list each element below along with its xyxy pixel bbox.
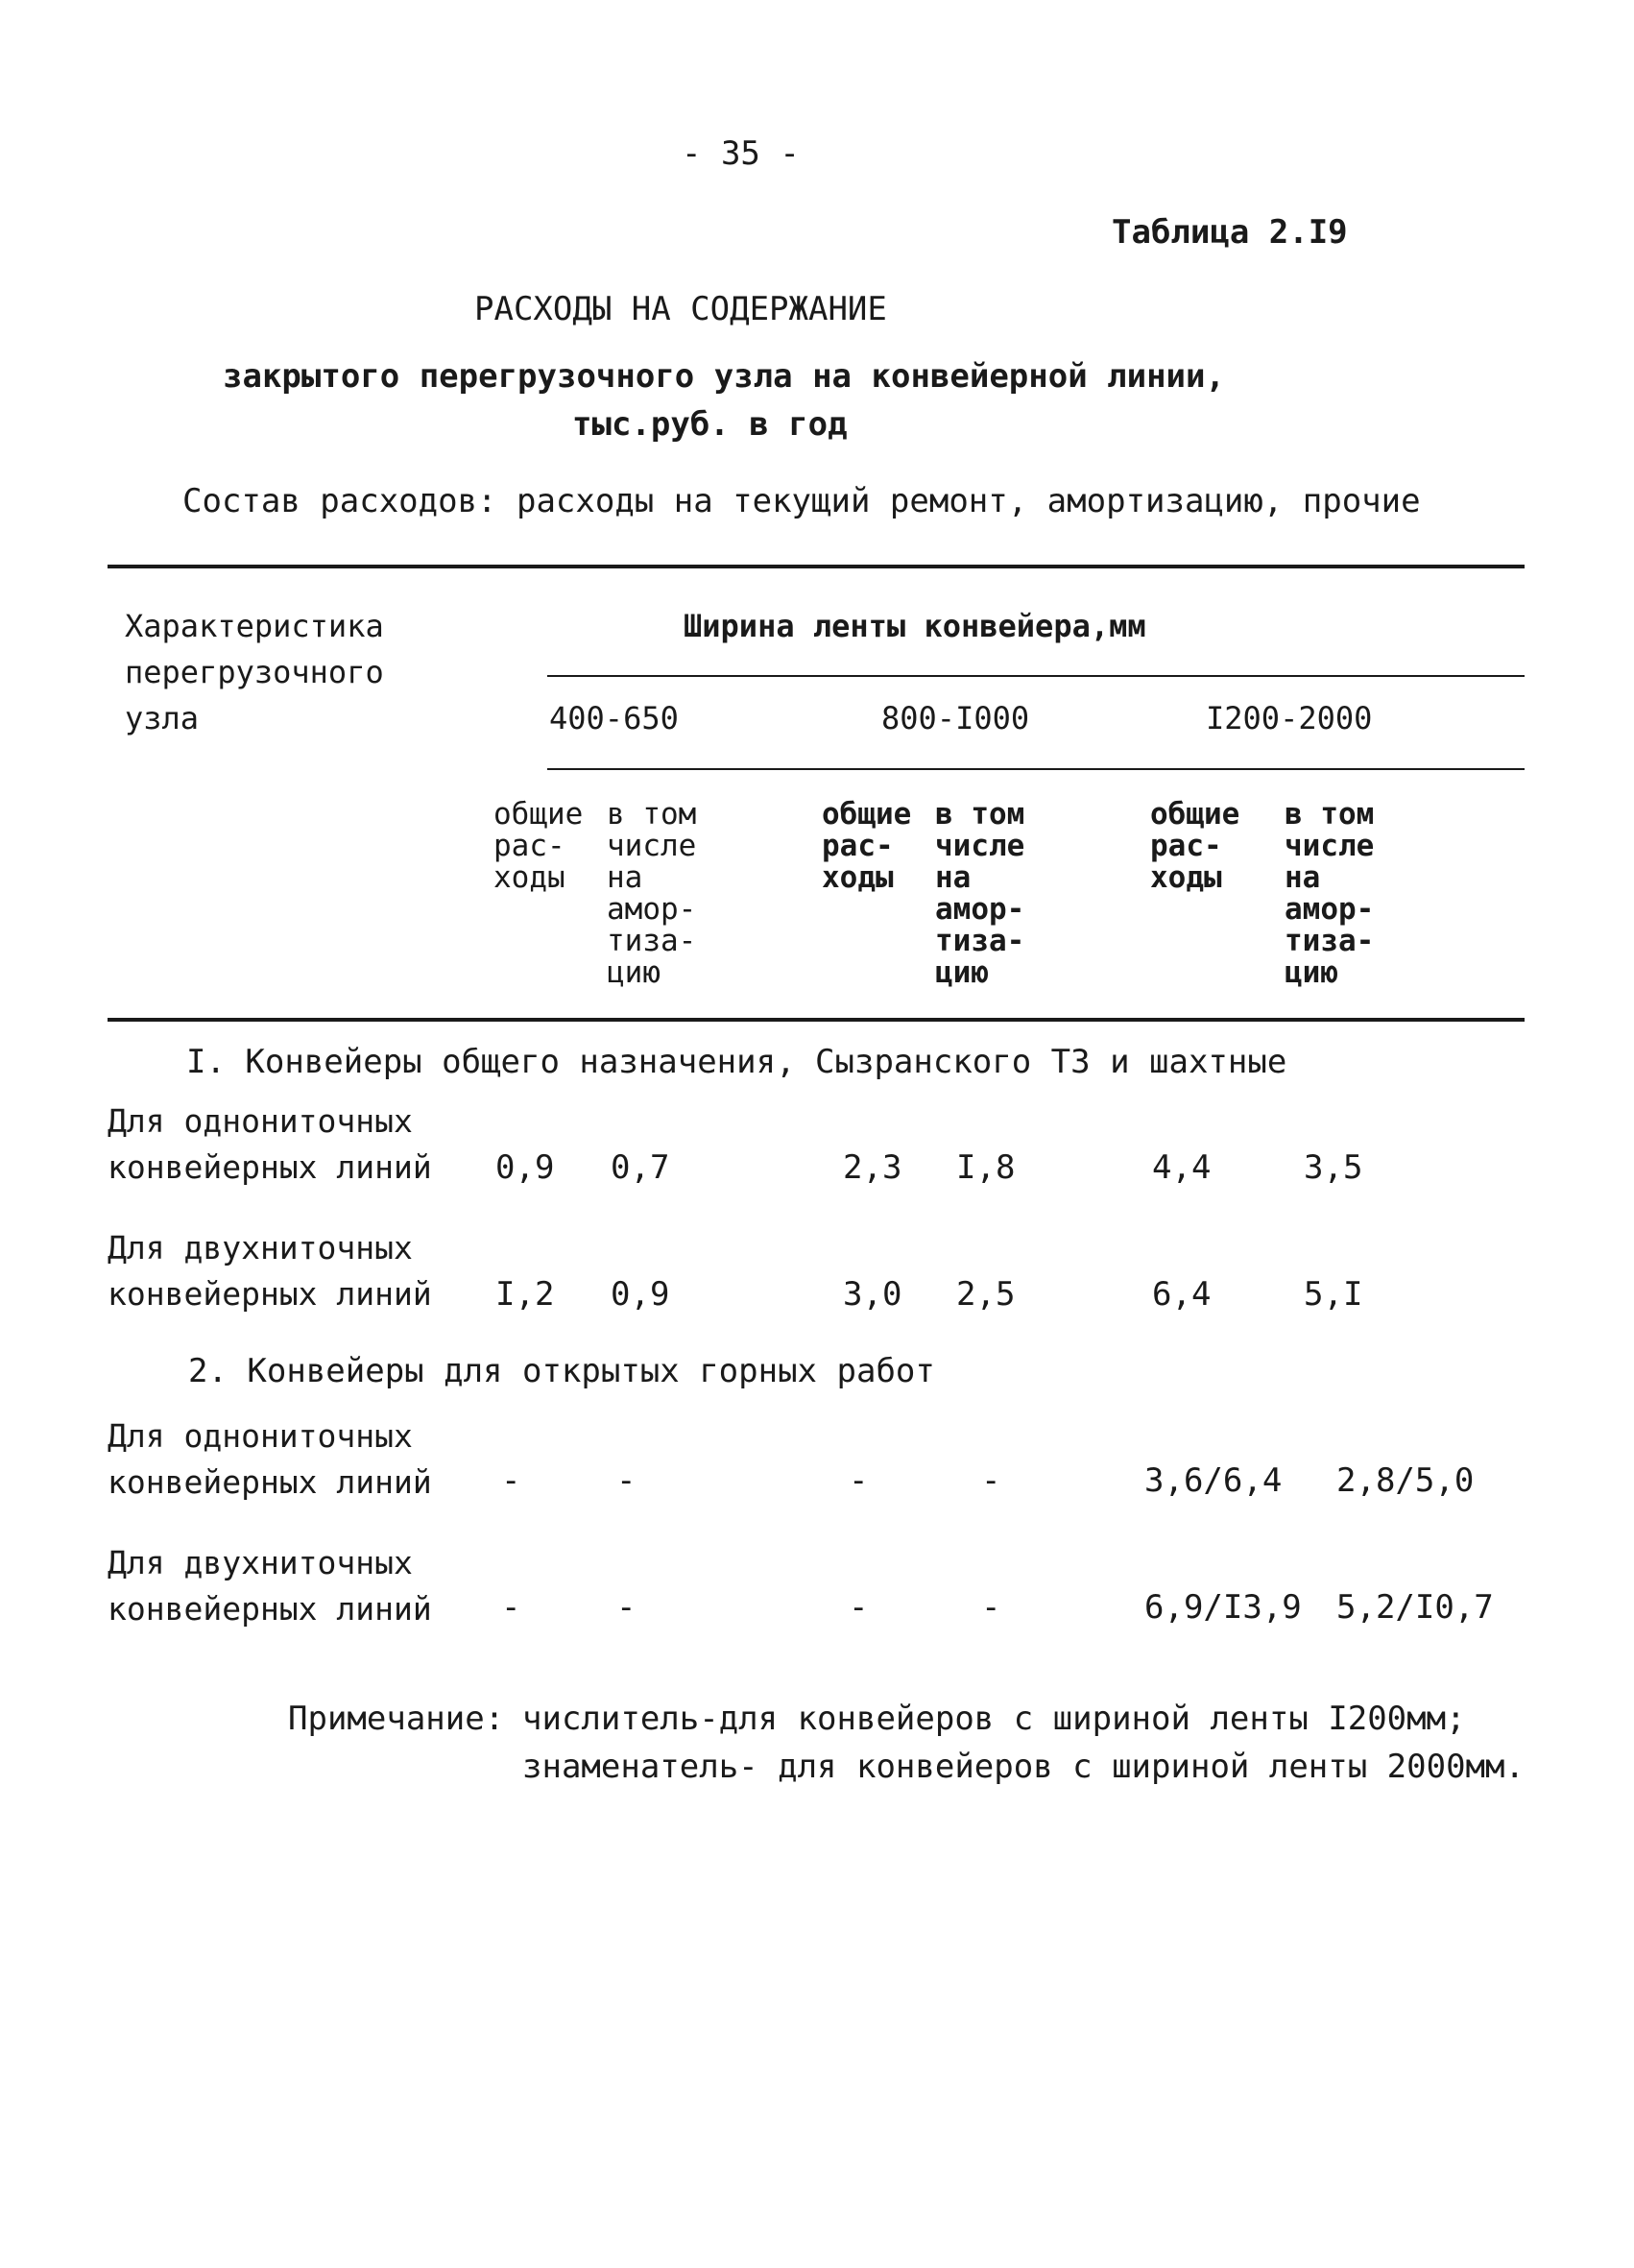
subheader-amort-1: в том числе на амор- тиза- цию xyxy=(607,797,697,990)
section-1-row-2-label-1: Для двухниточных xyxy=(108,1229,413,1267)
row-header-line-1: Характеристика xyxy=(125,608,384,644)
s1-r2-v4: 2,5 xyxy=(956,1275,1016,1314)
s2-r2-v6: 5,2/I0,7 xyxy=(1336,1588,1494,1627)
section-2-row-1-label-2: конвейерных линий xyxy=(108,1463,432,1501)
s2-r1-v2: - xyxy=(616,1461,637,1500)
s1-r1-v1: 0,9 xyxy=(495,1148,555,1187)
s2-r2-v5: 6,9/I3,9 xyxy=(1144,1588,1302,1627)
section-2-row-2-label-2: конвейерных линий xyxy=(108,1590,432,1628)
width-1200-2000: I200-2000 xyxy=(1206,700,1373,736)
s2-r1-v4: - xyxy=(981,1461,1001,1500)
s2-r1-v3: - xyxy=(849,1461,869,1500)
subheader-total-2: общие рас- ходы xyxy=(822,797,912,895)
s1-r2-v6: 5,I xyxy=(1304,1275,1363,1314)
section-1-row-1-label-2: конвейерных линий xyxy=(108,1148,432,1186)
subheader-total-3: общие рас- ходы xyxy=(1150,797,1240,895)
s2-r1-v1: - xyxy=(501,1461,521,1500)
subheader-amort-3: в том числе на амор- тиза- цию xyxy=(1285,797,1375,990)
section-1-row-1-label-1: Для однониточных xyxy=(108,1102,413,1140)
s1-r1-v5: 4,4 xyxy=(1152,1148,1212,1187)
s1-r1-v4: I,8 xyxy=(956,1148,1016,1187)
width-400-650: 400-650 xyxy=(549,700,679,736)
width-rule xyxy=(547,768,1525,770)
s2-r2-v3: - xyxy=(849,1588,869,1627)
width-800-1000: 800-I000 xyxy=(881,700,1030,736)
s2-r2-v1: - xyxy=(501,1588,521,1627)
title-line-2: закрытого перегрузочного узла на конвейерной линии, xyxy=(223,357,1225,396)
note-line-1: числитель-для конвейеров с шириной ленты I200мм; xyxy=(522,1700,1466,1738)
s1-r1-v3: 2,3 xyxy=(843,1148,902,1187)
note-line-2: знаменатель- для конвейеров с шириной ленты 2000мм. xyxy=(522,1748,1525,1786)
section-2-row-1-label-1: Для однониточных xyxy=(108,1417,413,1455)
s1-r1-v2: 0,7 xyxy=(611,1148,670,1187)
table-label: Таблица 2.I9 xyxy=(1112,213,1348,252)
belt-width-header: Ширина ленты конвейера,мм xyxy=(684,608,1146,644)
row-header-line-2: перегрузочного xyxy=(125,654,384,690)
row-header-line-3: узла xyxy=(125,700,200,736)
section-1-row-2-label-2: конвейерных линий xyxy=(108,1275,432,1313)
s1-r1-v6: 3,5 xyxy=(1304,1148,1363,1187)
table-top-rule xyxy=(108,565,1525,568)
composition-note: Состав расходов: расходы на текущий ремонт, амортизацию, прочие xyxy=(182,482,1421,520)
subheader-amort-2: в том числе на амор- тиза- цию xyxy=(935,797,1025,990)
s2-r2-v2: - xyxy=(616,1588,637,1627)
s2-r1-v6: 2,8/5,0 xyxy=(1336,1461,1475,1500)
page-number: - 35 - xyxy=(682,134,800,173)
s2-r2-v4: - xyxy=(981,1588,1001,1627)
s1-r2-v1: I,2 xyxy=(495,1275,555,1314)
s1-r2-v5: 6,4 xyxy=(1152,1275,1212,1314)
section-2-title: 2. Конвейеры для открытых горных работ xyxy=(188,1352,935,1390)
section-2-row-2-label-1: Для двухниточных xyxy=(108,1544,413,1581)
s1-r2-v3: 3,0 xyxy=(843,1275,902,1314)
title-line-3: тыс.руб. в год xyxy=(572,405,848,444)
s2-r1-v5: 3,6/6,4 xyxy=(1144,1461,1283,1500)
group-rule xyxy=(547,675,1525,677)
title-line-1: РАСХОДЫ НА СОДЕРЖАНИЕ xyxy=(474,290,887,328)
header-bottom-rule xyxy=(108,1018,1525,1022)
section-1-title: I. Конвейеры общего назначения, Сызранского ТЗ и шахтные xyxy=(186,1043,1287,1081)
note-label: Примечание: xyxy=(288,1700,505,1738)
s1-r2-v2: 0,9 xyxy=(611,1275,670,1314)
subheader-total-1: общие рас- ходы xyxy=(493,797,584,895)
